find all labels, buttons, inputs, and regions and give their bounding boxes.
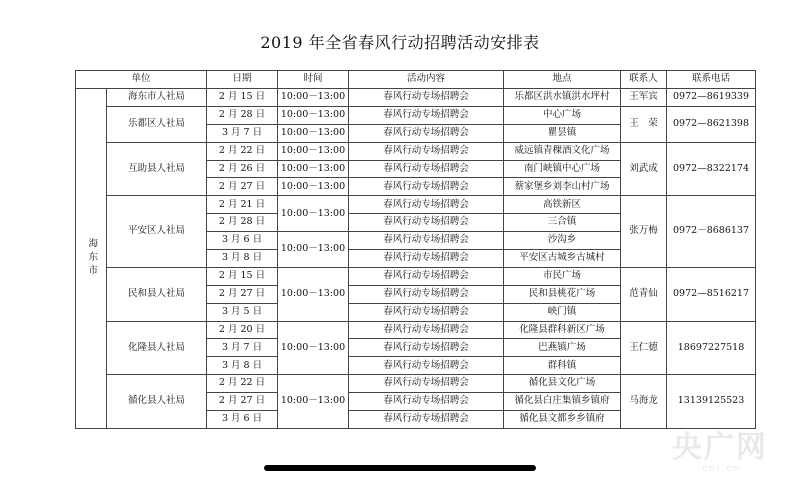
table-row	[76, 321, 756, 339]
contact-cell: 王 荣	[621, 106, 667, 142]
place-cell: 中心广场	[504, 106, 621, 124]
place-cell: 蔡家堡乡刘李山村广场	[504, 178, 621, 196]
time-cell: 10:00－13:00	[278, 178, 349, 196]
place-cell: 平安区古城乡古城村	[504, 250, 621, 268]
activity-cell: 春风行动专场招聘会	[349, 142, 504, 160]
activity-cell: 春风行动专场招聘会	[349, 196, 504, 214]
place-cell: 市民广场	[504, 267, 621, 285]
time-cell: 10:00－13:00	[278, 232, 349, 268]
date-cell: 2 月 15 日	[207, 267, 278, 285]
table-row	[76, 106, 756, 124]
header-date: 日期	[207, 71, 278, 89]
time-cell: 10:00－13:00	[278, 196, 349, 232]
contact-cell: 刘武成	[621, 142, 667, 196]
date-cell: 3 月 8 日	[207, 357, 278, 375]
header-time: 时间	[278, 71, 349, 89]
phone-cell: 18697227518	[667, 321, 756, 375]
time-cell: 10:00－13:00	[278, 267, 349, 321]
phone-cell: 13139125523	[667, 375, 756, 429]
activity-cell: 春风行动专场招聘会	[349, 285, 504, 303]
unit-name: 乐都区人社局	[107, 106, 207, 142]
unit-name: 化隆县人社局	[107, 321, 207, 375]
date-cell: 3 月 7 日	[207, 124, 278, 142]
date-cell: 3 月 6 日	[207, 411, 278, 429]
place-cell: 巴燕镇广场	[504, 339, 621, 357]
activity-cell: 春风行动专场招聘会	[349, 411, 504, 429]
watermark-logo	[672, 432, 792, 476]
date-cell: 2 月 27 日	[207, 285, 278, 303]
activity-cell: 春风行动专场招聘会	[349, 339, 504, 357]
date-cell: 3 月 5 日	[207, 303, 278, 321]
date-cell: 3 月 7 日	[207, 339, 278, 357]
table-row	[76, 375, 756, 393]
activity-cell: 春风行动专场招聘会	[349, 321, 504, 339]
date-cell: 2 月 28 日	[207, 214, 278, 232]
contact-cell: 张万梅	[621, 196, 667, 268]
place-cell: 民和县桃花广场	[504, 285, 621, 303]
time-cell: 10:00－13:00	[278, 375, 349, 429]
place-cell: 南门峡镇中心广场	[504, 160, 621, 178]
activity-cell: 春风行动专场招聘会	[349, 232, 504, 250]
unit-name: 互助县人社局	[107, 142, 207, 196]
home-indicator[interactable]	[264, 465, 536, 471]
contact-cell: 王军宾	[621, 89, 667, 107]
phone-cell: 0972—8619339	[667, 89, 756, 107]
schedule-table	[75, 70, 756, 429]
header-phone: 联系电话	[667, 71, 756, 89]
contact-cell: 马海龙	[621, 375, 667, 429]
phone-cell: 0972—8621398	[667, 106, 756, 142]
page-title: 2019 年全省春风行动招聘活动安排表	[260, 33, 540, 52]
header-place: 地点	[504, 71, 621, 89]
date-cell: 2 月 26 日	[207, 160, 278, 178]
time-cell: 10:00－13:00	[278, 124, 349, 142]
date-cell: 2 月 27 日	[207, 393, 278, 411]
unit-name: 民和县人社局	[107, 267, 207, 321]
place-cell: 化隆县群科新区广场	[504, 321, 621, 339]
unit-name: 平安区人社局	[107, 196, 207, 268]
phone-cell: 0972—8516217	[667, 267, 756, 321]
activity-cell: 春风行动专场招聘会	[349, 303, 504, 321]
watermark-text: 央广网	[672, 430, 768, 465]
phone-cell: 0972－8686137	[667, 196, 756, 268]
activity-cell: 春风行动专场招聘会	[349, 178, 504, 196]
place-cell: 沙沟乡	[504, 232, 621, 250]
date-cell: 2 月 21 日	[207, 196, 278, 214]
date-cell: 2 月 27 日	[207, 178, 278, 196]
activity-cell: 春风行动专场招聘会	[349, 267, 504, 285]
time-cell: 10:00－13:00	[278, 89, 349, 107]
time-cell: 10:00－13:00	[278, 106, 349, 124]
activity-cell: 春风行动专场招聘会	[349, 393, 504, 411]
activity-cell: 春风行动专场招聘会	[349, 89, 504, 107]
contact-cell: 王仁德	[621, 321, 667, 375]
date-cell: 3 月 6 日	[207, 232, 278, 250]
activity-cell: 春风行动专场招聘会	[349, 106, 504, 124]
time-cell: 10:00－13:00	[278, 160, 349, 178]
place-cell: 峡门镇	[504, 303, 621, 321]
date-cell: 2 月 20 日	[207, 321, 278, 339]
table-header-row	[76, 71, 756, 89]
date-cell: 2 月 22 日	[207, 375, 278, 393]
time-cell: 10:00－13:00	[278, 142, 349, 160]
place-cell: 循化县白庄集镇乡镇府	[504, 393, 621, 411]
place-cell: 循化县文化广场	[504, 375, 621, 393]
date-cell: 3 月 8 日	[207, 250, 278, 268]
place-cell: 循化县文都乡乡镇府	[504, 411, 621, 429]
place-cell: 群科镇	[504, 357, 621, 375]
city-cell: 海东市	[76, 89, 107, 429]
table-row	[76, 267, 756, 285]
date-cell: 2 月 22 日	[207, 142, 278, 160]
date-cell: 2 月 28 日	[207, 106, 278, 124]
activity-cell: 春风行动专场招聘会	[349, 214, 504, 232]
table-row	[76, 196, 756, 214]
place-cell: 三合镇	[504, 214, 621, 232]
activity-cell: 春风行动专场招聘会	[349, 124, 504, 142]
header-unit: 单位	[76, 71, 207, 89]
place-cell: 乐都区洪水镇洪水坪村	[504, 89, 621, 107]
table-row	[76, 142, 756, 160]
activity-cell: 春风行动专场招聘会	[349, 250, 504, 268]
header-activity: 活动内容	[349, 71, 504, 89]
place-cell: 威远镇青稞酒文化广场	[504, 142, 621, 160]
date-cell: 2 月 15 日	[207, 89, 278, 107]
unit-name: 海东市人社局	[107, 89, 207, 107]
header-contact: 联系人	[621, 71, 667, 89]
activity-cell: 春风行动专场招聘会	[349, 357, 504, 375]
watermark-subtext: cnr.cn	[702, 464, 742, 474]
table-row	[76, 89, 756, 107]
phone-cell: 0972—8322174	[667, 142, 756, 196]
place-cell: 瞿昙镇	[504, 124, 621, 142]
time-cell: 10:00－13:00	[278, 321, 349, 375]
activity-cell: 春风行动专场招聘会	[349, 375, 504, 393]
contact-cell: 范青仙	[621, 267, 667, 321]
place-cell: 高铁新区	[504, 196, 621, 214]
unit-name: 循化县人社局	[107, 375, 207, 429]
activity-cell: 春风行动专场招聘会	[349, 160, 504, 178]
